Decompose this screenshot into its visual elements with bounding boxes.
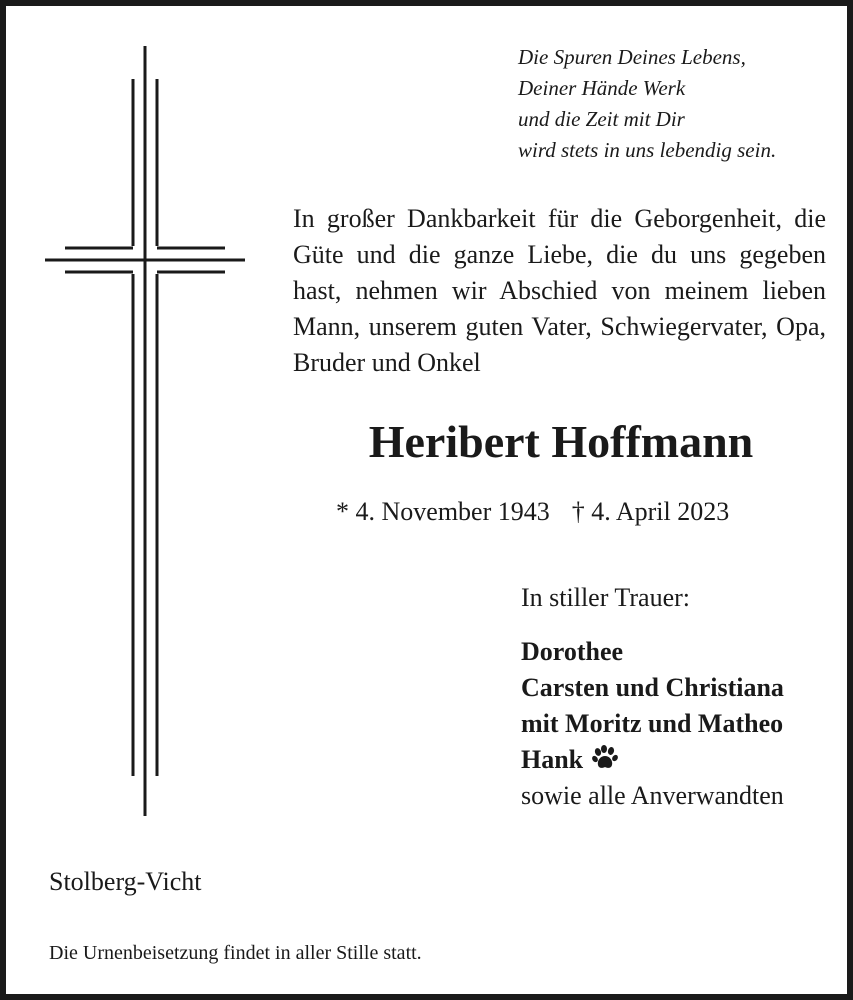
mourners-closing: sowie alle Anverwandten xyxy=(521,781,784,810)
mourner-pet-row xyxy=(521,742,784,778)
poem xyxy=(518,42,848,166)
mourner-name: mit Moritz und Matheo xyxy=(521,709,784,738)
burial-note: Die Urnenbeisetzung findet in aller Stille statt. xyxy=(49,942,422,964)
mourners-list xyxy=(521,634,784,814)
cross-icon xyxy=(40,46,250,816)
mourner-name: Carsten und Christiana xyxy=(521,673,784,702)
poem-line: wird stets in uns lebendig sein. xyxy=(518,138,777,162)
life-dates xyxy=(336,494,729,530)
poem-line: Deiner Hände Werk xyxy=(518,76,686,100)
birth-date: * 4. November 1943 xyxy=(336,497,550,526)
intro-text: In großer Dankbarkeit für die Geborgenheit, die Güte und die ganze Liebe, die du uns gegeben hast, nehmen wir Abschied von meinem lieben Mann, unserem guten Vater, Schwiegervater, Opa, Bruder und Onkel xyxy=(293,204,826,377)
mourner-name: Dorothee xyxy=(521,637,624,666)
poem-line: und die Zeit mit Dir xyxy=(518,107,685,131)
mourning-label: In stiller Trauer: xyxy=(521,583,690,612)
death-date: † 4. April 2023 xyxy=(571,497,730,526)
deceased-name: Heribert Hoffmann xyxy=(368,416,754,467)
poem-line: Die Spuren Deines Lebens, xyxy=(518,45,746,69)
paw-print-icon xyxy=(591,744,619,772)
mourner-name: Hank xyxy=(521,745,584,774)
location: Stolberg-Vicht xyxy=(49,867,202,896)
